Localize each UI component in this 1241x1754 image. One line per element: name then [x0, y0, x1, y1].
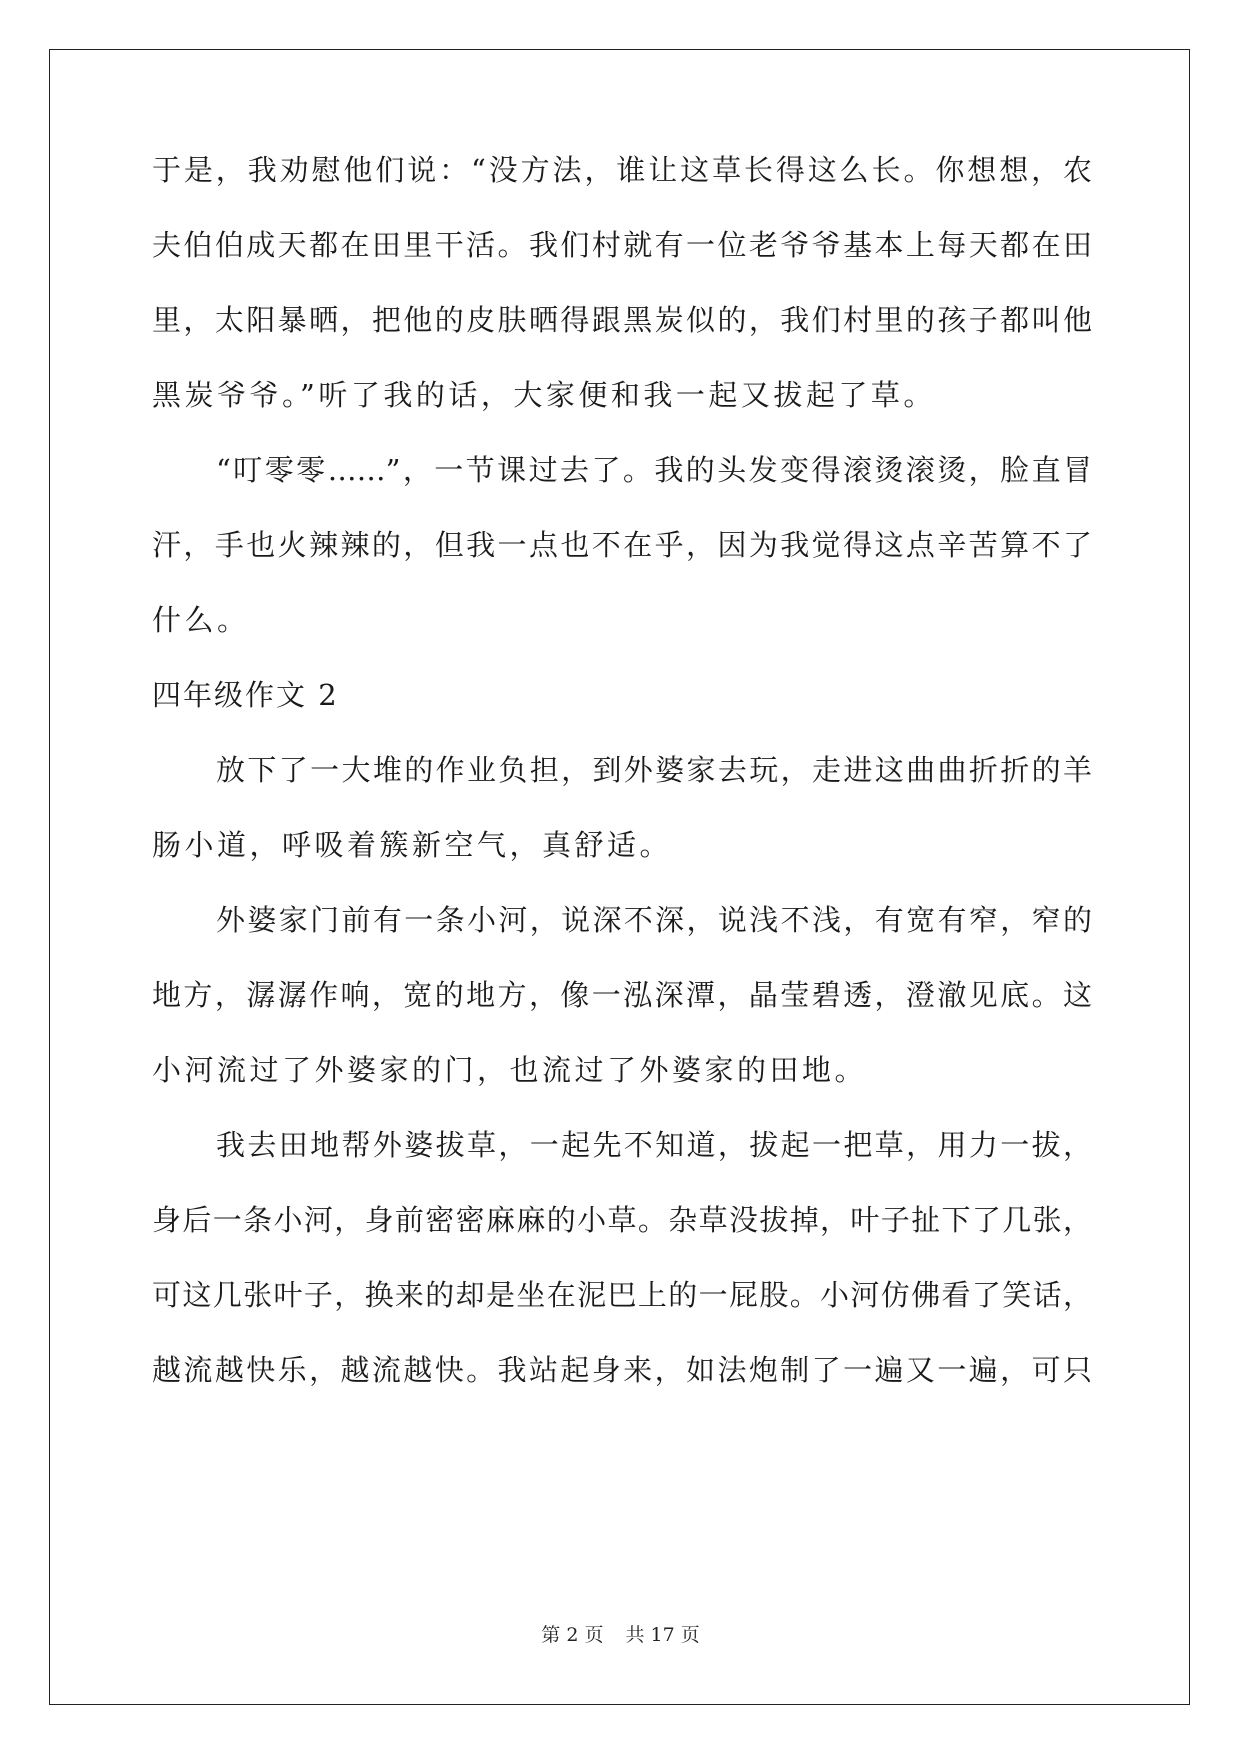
text-line: 里，太阳暴晒，把他的皮肤晒得跟黑炭似的，我们村里的孩子都叫他 [152, 303, 1092, 337]
page-footer [0, 1622, 1241, 1648]
page-total: 共 17 页 [625, 1624, 700, 1646]
text-line: 越流越快乐，越流越快。我站起身来，如法炮制了一遍又一遍，可只 [152, 1353, 1092, 1387]
section-heading: 四年级作文 2 [152, 678, 339, 712]
text-line: 小河流过了外婆家的门，也流过了外婆家的田地。 [152, 1053, 868, 1087]
text-line: 汗，手也火辣辣的，但我一点也不在乎，因为我觉得这点辛苦算不了 [152, 528, 1092, 562]
text-line: 身后一条小河，身前密密麻麻的小草。杂草没拔掉，叶子扯下了几张， [152, 1203, 1092, 1237]
text-line: 我去田地帮外婆拔草，一起先不知道，拔起一把草，用力一拔， [216, 1128, 1092, 1162]
text-line: 肠小道，呼吸着簇新空气，真舒适。 [152, 828, 673, 862]
text-line: 可这几张叶子，换来的却是坐在泥巴上的一屁股。小河仿佛看了笑话， [152, 1278, 1092, 1312]
text-line: 黑炭爷爷。”听了我的话，大家便和我一起又拔起了草。 [152, 378, 936, 412]
text-line: “叮零零……”，一节课过去了。我的头发变得滚烫滚烫，脸直冒 [216, 453, 1092, 487]
text-line: 地方，潺潺作响，宽的地方，像一泓深潭，晶莹碧透，澄澈见底。这 [152, 978, 1092, 1012]
text-line: 外婆家门前有一条小河，说深不深，说浅不浅，有宽有窄，窄的 [216, 903, 1092, 937]
text-line: 夫伯伯成天都在田里干活。我们村就有一位老爷爷基本上每天都在田 [152, 228, 1092, 262]
text-line: 什么。 [152, 603, 250, 637]
text-line: 放下了一大堆的作业负担，到外婆家去玩，走进这曲曲折折的羊 [216, 753, 1092, 787]
page-number: 第 2 页 [541, 1624, 604, 1646]
text-line: 于是，我劝慰他们说：“没方法，谁让这草长得这么长。你想想，农 [152, 153, 1092, 187]
